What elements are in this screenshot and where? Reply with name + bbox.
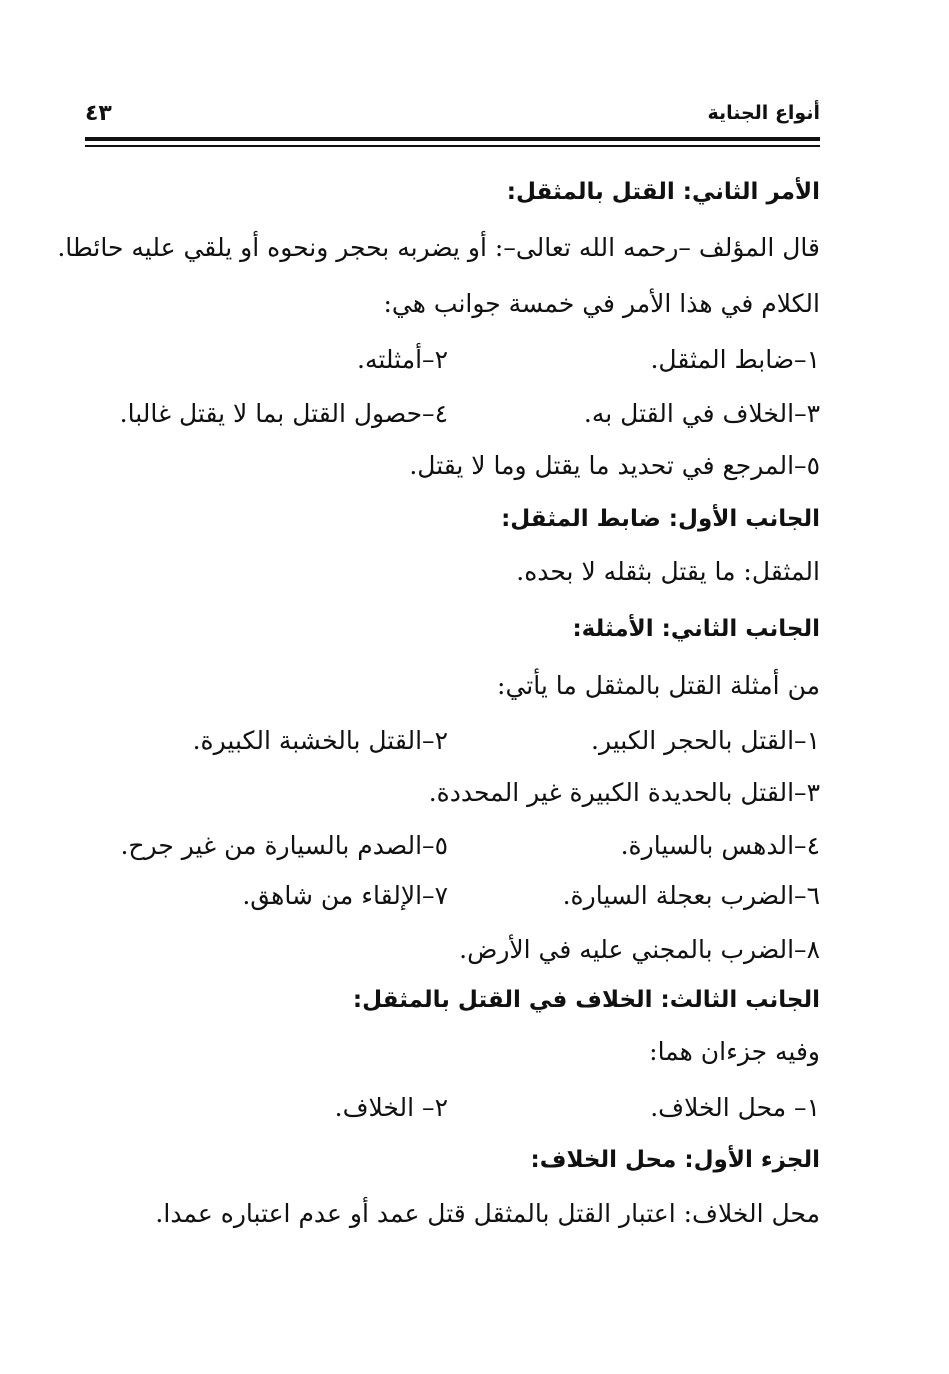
list-item: ٤–حصول القتل بما لا يقتل غالبا. (119, 399, 448, 428)
example-row (120, 824, 820, 868)
list-item: ٣–القتل بالحديدة الكبيرة غير المحددة. (428, 778, 820, 807)
aspect-row (120, 392, 820, 436)
header-rule-thin (85, 145, 820, 147)
page-header (85, 96, 820, 130)
list-item: ٢– الخلاف. (334, 1093, 448, 1122)
list-item: ٢–القتل بالخشبة الكبيرة. (192, 726, 448, 755)
parts-intro: وفيه جزءان هما: (649, 1037, 820, 1066)
list-item: ٨–الضرب بالمجني عليه في الأرض. (459, 935, 820, 964)
subsection-heading: الجانب الأول: ضابط المثقل: (501, 506, 820, 532)
example-row (120, 874, 820, 918)
list-item: ٢–أمثلته. (357, 345, 448, 374)
list-item: ٦–الضرب بعجلة السيارة. (562, 881, 820, 910)
dispute-locus-text: محل الخلاف: اعتبار القتل بالمثقل قتل عمد أو عدم اعتباره عمدا. (155, 1199, 820, 1228)
subsection-heading: الجانب الثالث: الخلاف في القتل بالمثقل: (352, 987, 820, 1013)
page-number: ٤٣ (85, 100, 112, 126)
parts-row (120, 1086, 820, 1130)
list-item: ٥–الصدم بالسيارة من غير جرح. (120, 831, 448, 860)
list-item: ٧–الإلقاء من شاهق. (242, 881, 448, 910)
definition-text: المثقل: ما يقتل بثقله لا بحده. (516, 557, 820, 586)
list-item: ٣–الخلاف في القتل به. (583, 399, 820, 428)
aspect-row (120, 338, 820, 382)
example-row (120, 719, 820, 763)
author-quote: قال المؤلف –رحمه الله تعالى–: أو يضربه بحجر ونحوه أو يلقي عليه حائطا. (57, 233, 820, 262)
list-item: ٤–الدهس بالسيارة. (620, 831, 820, 860)
subsection-heading: الجانب الثاني: الأمثلة: (572, 616, 820, 642)
section-heading: الأمر الثاني: القتل بالمثقل: (506, 179, 820, 205)
running-head: أنواع الجناية (707, 102, 820, 124)
examples-intro: من أمثلة القتل بالمثقل ما يأتي: (497, 671, 820, 700)
list-item: ١– محل الخلاف. (650, 1093, 820, 1122)
list-item: ٥–المرجع في تحديد ما يقتل وما لا يقتل. (409, 451, 820, 480)
list-item: ١–ضابط المثقل. (650, 345, 820, 374)
list-item: ١–القتل بالحجر الكبير. (591, 726, 820, 755)
subsection-heading: الجزء الأول: محل الخلاف: (530, 1147, 820, 1173)
aspects-intro: الكلام في هذا الأمر في خمسة جوانب هي: (383, 289, 820, 318)
header-rule-thick (85, 137, 820, 141)
